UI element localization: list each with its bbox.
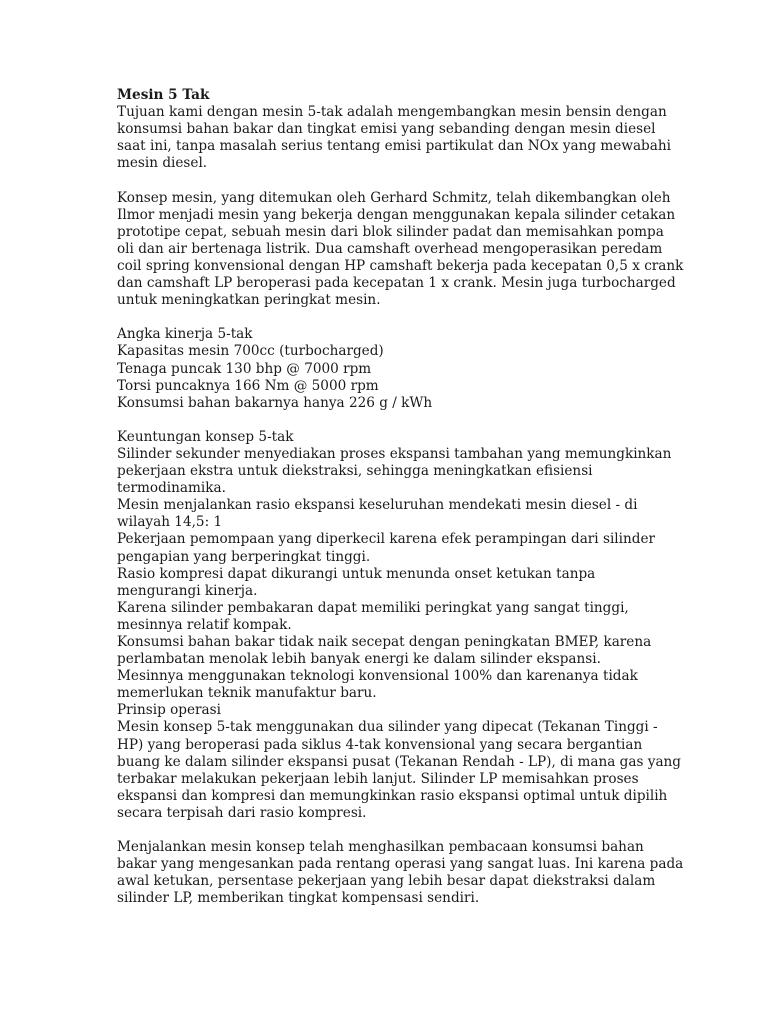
text-line: pekerjaan ekstra untuk diekstraksi, sehingga meningkatkan efisiensi xyxy=(117,463,593,480)
text-line: coil spring konvensional dengan HP camshaft bekerja pada kecepatan 0,5 x crank xyxy=(117,257,684,274)
closing-paragraph xyxy=(117,839,684,907)
text-line: wilayah 14,5: 1 xyxy=(117,514,223,531)
text-line: Menjalankan mesin konsep telah menghasilkan pembacaan konsumsi bahan xyxy=(117,839,644,856)
spec-line: Torsi puncaknya 166 Nm @ 5000 rpm xyxy=(117,377,379,394)
text-line: Pekerjaan pemompaan yang diperkecil karena efek perampingan dari silinder xyxy=(117,531,655,548)
text-line: Mesin menjalankan rasio ekspansi keseluruhan mendekati mesin diesel - di xyxy=(117,497,638,514)
advantages-section xyxy=(117,428,682,822)
text-line: pengapian yang berperingkat tinggi. xyxy=(117,548,371,565)
text-line: perlambatan menolak lebih banyak energi ke dalam silinder ekspansi. xyxy=(117,651,601,668)
text-line: buang ke dalam silinder ekspansi pusat (Tekanan Rendah - LP), di mana gas yang xyxy=(117,753,682,770)
text-line: termodinamika. xyxy=(117,480,226,497)
operation-heading: Prinsip operasi xyxy=(117,702,221,719)
spec-line: Tenaga puncak 130 bhp @ 7000 rpm xyxy=(117,360,372,377)
text-line: mesinnya relatif kompak. xyxy=(117,616,292,633)
text-line: mengurangi kinerja. xyxy=(117,582,258,599)
text-line: oli dan air bertenaga listrik. Dua camshaft overhead mengoperasikan peredam xyxy=(117,240,663,257)
paragraph-spacer xyxy=(117,309,657,326)
text-line: Karena silinder pembakaran dapat memiliki peringkat yang sangat tinggi, xyxy=(117,599,629,616)
text-line: Konsumsi bahan bakar tidak naik secepat dengan peningkatan BMEP, karena xyxy=(117,634,652,650)
document-title: Mesin 5 Tak xyxy=(117,87,210,103)
text-line: Konsep mesin, yang ditemukan oleh Gerhard Schmitz, telah dikembangkan oleh xyxy=(117,189,671,206)
document-page xyxy=(117,87,684,908)
text-line: untuk meningkatkan peringkat mesin. xyxy=(117,292,381,309)
spec-line: Konsumsi bahan bakarnya hanya 226 g / kWh xyxy=(117,394,433,411)
text-line: memerlukan teknik manufaktur baru. xyxy=(117,685,377,702)
text-line: dan camshaft LP beroperasi pada kecepatan 1 x crank. Mesin juga turbocharged xyxy=(117,275,676,292)
text-line: Tujuan kami dengan mesin 5-tak adalah mengembangkan mesin bensin dengan xyxy=(117,104,667,121)
text-line: secara terpisah dari rasio kompresi. xyxy=(117,804,367,821)
advantages-heading: Keuntungan konsep 5-tak xyxy=(117,428,294,445)
text-line: terbakar melakukan pekerjaan lebih lanjut. Silinder LP memisahkan proses xyxy=(117,770,639,787)
text-line: mesin diesel. xyxy=(117,155,208,172)
text-line: Mesin konsep 5-tak menggunakan dua silinder yang dipecat (Tekanan Tinggi - xyxy=(117,719,658,736)
text-line: prototipe cepat, sebuah mesin dari blok silinder padat dan memisahkan pompa xyxy=(117,223,664,240)
paragraph-spacer xyxy=(117,412,657,429)
text-line: konsumsi bahan bakar dan tingkat emisi yang sebanding dengan mesin diesel xyxy=(117,121,656,138)
text-line: Ilmor menjadi mesin yang bekerja dengan menggunakan kepala silinder cetakan xyxy=(117,206,676,223)
text-line: awal ketukan, persentase pekerjaan yang lebih besar dapat diekstraksi dalam xyxy=(117,873,656,890)
spec-line: Kapasitas mesin 700cc (turbocharged) xyxy=(117,343,384,360)
text-line: HP) yang beroperasi pada siklus 4-tak konvensional yang secara bergantian xyxy=(117,736,643,753)
text-line: saat ini, tanpa masalah serius tentang emisi partikulat dan NOx yang mewabahi xyxy=(117,138,671,155)
text-line: silinder LP, memberikan tingkat kompensasi sendiri. xyxy=(117,890,480,907)
text-line: bakar yang mengesankan pada rentang operasi yang sangat luas. Ini karena pada xyxy=(117,856,684,873)
performance-section xyxy=(117,326,657,411)
text-line: Rasio kompresi dapat dikurangi untuk menunda onset ketukan tanpa xyxy=(117,565,596,582)
text-line: Mesinnya menggunakan teknologi konvensional 100% dan karenanya tidak xyxy=(117,668,638,685)
paragraph-spacer xyxy=(117,172,657,189)
paragraph-spacer xyxy=(117,822,657,839)
text-line: Silinder sekunder menyediakan proses ekspansi tambahan yang memungkinkan xyxy=(117,445,672,462)
concept-paragraph xyxy=(117,189,684,310)
performance-heading: Angka kinerja 5-tak xyxy=(117,326,253,343)
text-line: ekspansi dan kompresi dan memungkinkan rasio ekspansi optimal untuk dipilih xyxy=(117,787,668,804)
intro-paragraph xyxy=(117,104,671,172)
